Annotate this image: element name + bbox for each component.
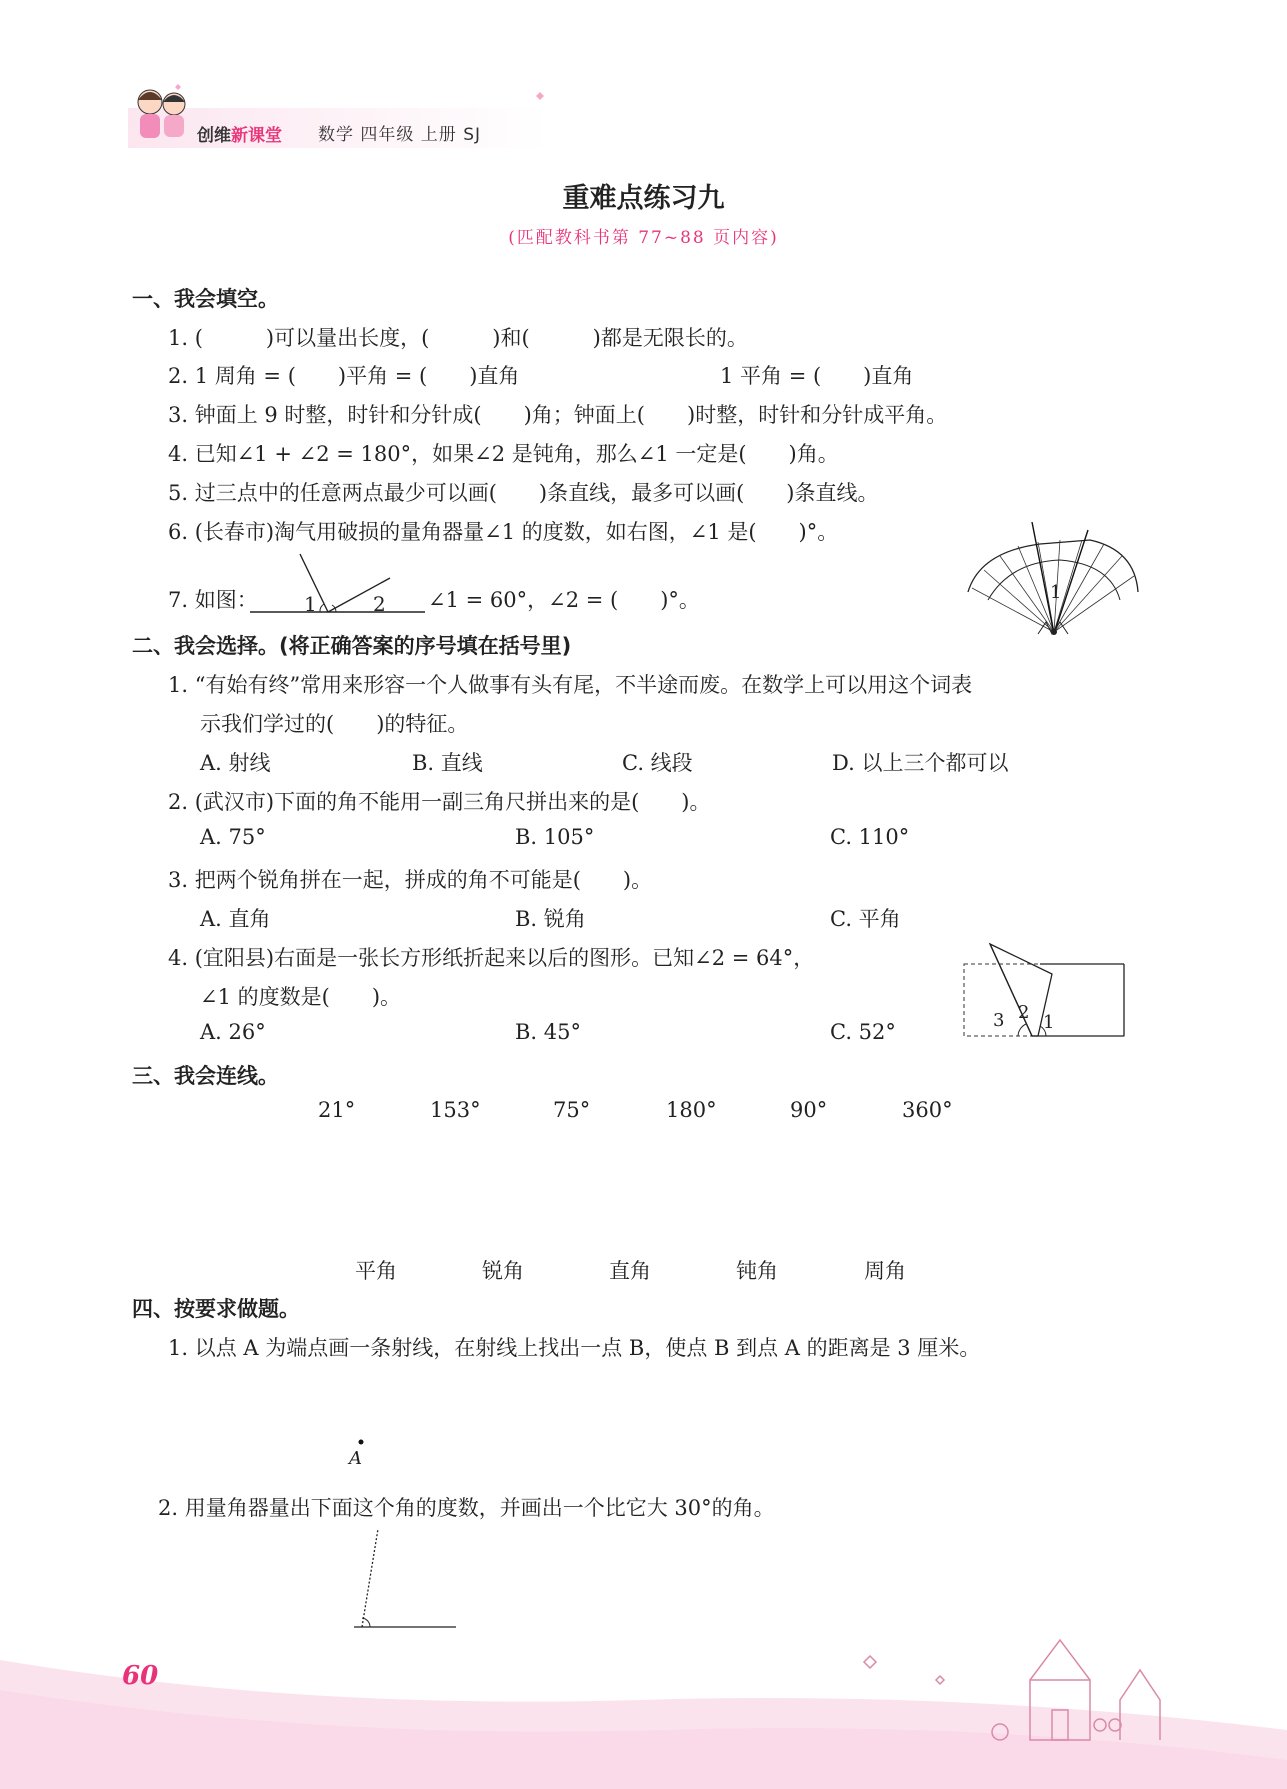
measure-angle-figure: [350, 1525, 460, 1631]
s2-q3-option-c: C. 平角: [830, 907, 901, 931]
s1-question-5: 5. 过三点中的任意两点最少可以画( )条直线，最多可以画( )条直线。: [168, 481, 879, 505]
degree-item: 180°: [666, 1098, 717, 1122]
s4-question-2: 2. 用量角器量出下面这个角的度数，并画出一个比它大 30°的角。: [158, 1496, 775, 1520]
fold-label-1: 1: [1043, 1012, 1055, 1033]
s2-q1-option-c: C. 线段: [622, 751, 693, 775]
angle-type-item: 锐角: [482, 1259, 524, 1283]
s2-question-4-line1: 4. (宜阳县)右面是一张长方形纸折起来以后的图形。已知∠2 = 64°，: [168, 946, 815, 970]
section3-heading: 三、我会连线。: [132, 1064, 279, 1088]
degree-item: 360°: [902, 1098, 953, 1122]
s1-question-4: 4. 已知∠1 + ∠2 = 180°，如果∠2 是钝角，那么∠1 一定是( )角。: [168, 442, 839, 466]
page-number: 60: [122, 1661, 159, 1691]
q7-angle-figure: [250, 548, 430, 618]
point-a-dot: [357, 1438, 365, 1446]
s2-question-4-line2: ∠1 的度数是( )。: [200, 985, 402, 1009]
s2-q2-option-a: A. 75°: [200, 825, 266, 849]
angle-type-item: 平角: [355, 1259, 397, 1283]
s1-question-7-prefix: 7. 如图：: [168, 588, 258, 612]
s1-question-3: 3. 钟面上 9 时整，时针和分针成( )角；钟面上( )时整，时针和分针成平角。: [168, 403, 948, 427]
angle-type-item: 钝角: [736, 1259, 778, 1283]
brand-part-a: 创维: [197, 126, 231, 146]
header-book-info: 数学 四年级 上册 SJ: [318, 125, 482, 145]
s2-q4-option-a: A. 26°: [200, 1020, 266, 1044]
s2-q1-option-a: A. 射线: [200, 751, 271, 775]
header-brand: [197, 121, 282, 146]
page-title: 重难点练习九: [562, 183, 725, 214]
s2-q4-option-b: B. 45°: [515, 1020, 582, 1044]
degree-item: 21°: [318, 1098, 356, 1122]
fold-label-3: 3: [993, 1010, 1005, 1031]
s2-q2-option-b: B. 105°: [515, 825, 595, 849]
section4-heading: 四、按要求做题。: [132, 1297, 300, 1321]
angle-type-item: 直角: [609, 1259, 651, 1283]
s2-q1-option-b: B. 直线: [412, 751, 483, 775]
s2-q1-option-d: D. 以上三个都可以: [832, 751, 1009, 775]
s2-q3-option-b: B. 锐角: [515, 907, 586, 931]
q7-label-1: 1: [304, 592, 317, 616]
s2-question-1-line2: 示我们学过的( )的特征。: [200, 712, 469, 736]
footer-decoration: [0, 1620, 1287, 1789]
protractor-angle-label: 1: [1050, 582, 1062, 603]
s2-q3-option-a: A. 直角: [200, 907, 271, 931]
degree-item: 90°: [790, 1098, 828, 1122]
s1-question-6: 6. (长春市)淘气用破损的量角器量∠1 的度数，如右图，∠1 是( )°。: [168, 520, 839, 544]
s2-question-2: 2. (武汉市)下面的角不能用一副三角尺拼出来的是( )。: [168, 790, 711, 814]
s2-question-1-line1: 1. “有始有终”常用来形容一个人做事有头有尾，不半途而废。在数学上可以用这个词表: [168, 673, 973, 697]
q7-label-2: 2: [373, 592, 386, 616]
page-subtitle: (匹配教科书第 77~88 页内容): [508, 228, 779, 248]
degree-item: 153°: [430, 1098, 481, 1122]
s1-question-1: 1. ( )可以量出长度，( )和( )都是无限长的。: [168, 326, 748, 350]
s1-question-2b: 1 平角 = ( )直角: [720, 364, 914, 388]
section2-heading: 二、我会选择。(将正确答案的序号填在括号里): [132, 634, 572, 658]
s2-q2-option-c: C. 110°: [830, 825, 910, 849]
s2-q4-option-c: C. 52°: [830, 1020, 896, 1044]
brand-part-b: 新课堂: [231, 126, 282, 146]
section1-heading: 一、我会填空。: [132, 287, 279, 311]
degree-item: 75°: [553, 1098, 591, 1122]
s4-question-1: 1. 以点 A 为端点画一条射线，在射线上找出一点 B，使点 B 到点 A 的距离是 3 厘米。: [168, 1336, 981, 1360]
s1-question-7-suffix: ∠1 = 60°，∠2 = ( )°。: [428, 588, 700, 612]
s1-question-2a: 2. 1 周角 = ( )平角 = ( )直角: [168, 364, 520, 388]
angle-type-item: 周角: [864, 1259, 906, 1283]
point-a-label: A: [349, 1448, 362, 1469]
s2-question-3: 3. 把两个锐角拼在一起，拼成的角不可能是( )。: [168, 868, 653, 892]
fold-label-2: 2: [1018, 1002, 1030, 1023]
